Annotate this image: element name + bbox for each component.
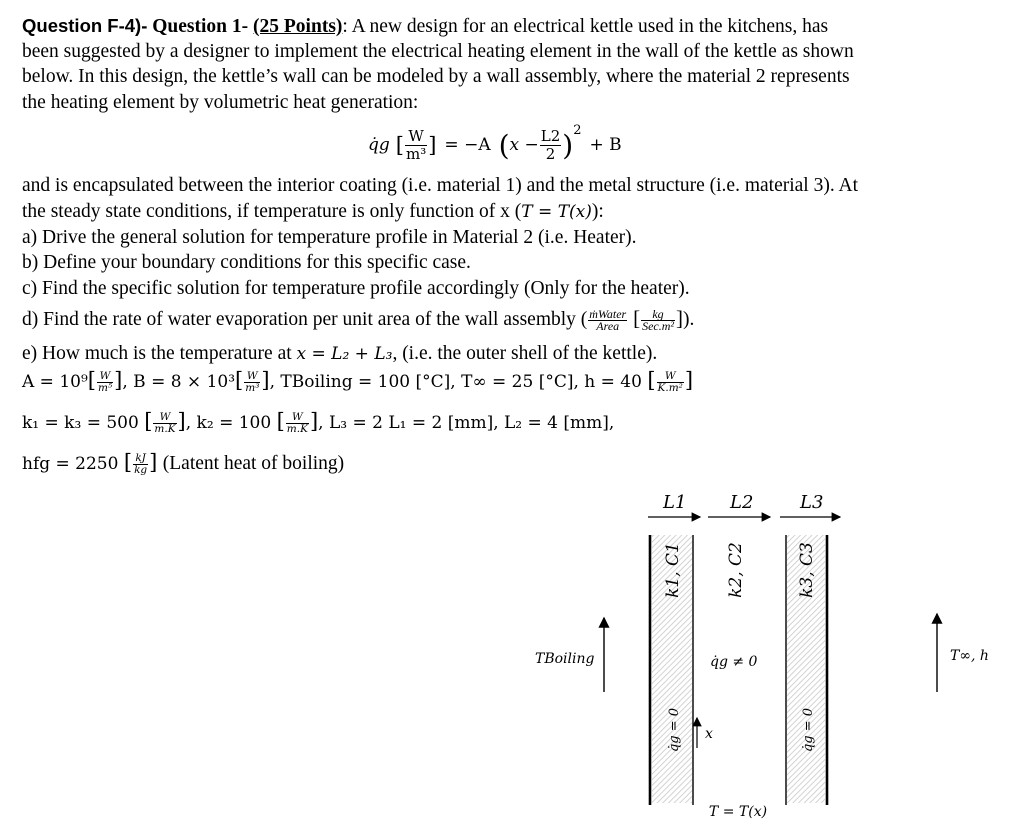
givens-line-3: hfg = 2250 [ $\frac{kJ}{kg}$ ] (Latent heat of boiling) [22, 450, 345, 476]
givens-line-2: k₁ = k₃ = 500 [ $\frac{W}{m.K}$ ], k₂ = 100 [ $\frac{W}{m.K}$ ], L₃ = 2 L₁ = 2 [mm], L₂ = 4 [mm], [22, 409, 615, 435]
k-unit: $\frac{W}{m.K}$ [154, 411, 176, 435]
eq-rhs-b: + B [589, 135, 622, 155]
part-b: b) Define your boundary conditions for this specific case. [22, 252, 471, 273]
eq-inner: x − [509, 135, 539, 155]
dim-L1-label: L1 [663, 492, 687, 513]
part-e: e) How much is the temperature at x = L₂ + L₃, (i.e. the outer shell of the kettle). [22, 343, 658, 364]
generation-zero-left: q̇g = 0 [667, 707, 682, 753]
after-line-2: the steady state conditions, if temperature is only function of x (T = T(x)): [22, 201, 604, 222]
part-d-unit: $\frac{kg}{\text{Sec.m²}}$ [642, 307, 674, 334]
intro-line-4: the heating element by volumetric heat generation: [22, 92, 419, 113]
material-2-props: k2, C2 [726, 542, 746, 598]
t-boiling-label: TBoiling [535, 651, 595, 667]
eq-rhs-a: = −A [444, 135, 491, 155]
eq-lhs: q̇g [368, 135, 390, 155]
intro-line-2: been suggested by a designer to implement the electrical heating element in the wall of the kettle as shown [22, 41, 854, 62]
dim-L3-label: L3 [800, 492, 824, 513]
intro-line-1 [22, 13, 828, 39]
material-3-props: k3, C3 [797, 542, 817, 598]
A-unit: $\frac{W}{\text{m⁵}}$ [97, 370, 113, 394]
heat-generation-equation: q̇g [ $\frac{W}{\text{m³}}$ ] = −A ( x − $\frac{L2}{2}$ ) $^2$ + B [368, 123, 622, 163]
part-a: a) Drive the general solution for temperature profile in Material 2 (i.e. Heater). [22, 227, 637, 248]
part-c: c) Find the specific solution for temperature profile accordingly (Only for the heater). [22, 278, 690, 299]
material-1-props: k1, C1 [663, 542, 683, 598]
question-header: Question F-4)- [22, 15, 148, 36]
intro-text-1: : A new design for an electrical kettle used in the kitchens, has [342, 16, 829, 37]
question-subheader: Question 1- [152, 16, 249, 37]
temperature-function-label: T = T(x) [708, 804, 768, 820]
part-d: d) Find the rate of water evaporation per unit area of the wall assembly ( $\frac{\text{ṁWater}}{\text{Area}}$ [ $\frac{kg}{\text{Sec.m²}}$ ]). [22, 306, 695, 334]
B-unit: $\frac{W}{\text{m³}}$ [245, 370, 260, 394]
generation-nonzero-label: q̇g ≠ 0 [710, 654, 758, 670]
x-axis-label: x [705, 726, 713, 742]
h-unit: $\frac{W}{\text{K.m²}}$ [657, 370, 683, 394]
generation-zero-right: q̇g = 0 [801, 707, 816, 753]
points-label: (25 Points) [253, 16, 343, 37]
eq-half-L2: $\frac{L2}{2}$ [540, 126, 561, 163]
intro-line-3: below. In this design, the kettle’s wall can be modeled by a wall assembly, where the material 2 represents [22, 66, 850, 87]
wall-diagram [0, 480, 1024, 825]
t-inf-label: T∞, h [950, 648, 989, 664]
k2-unit: $\frac{W}{m.K}$ [286, 411, 308, 435]
hfg-unit: $\frac{kJ}{kg}$ [134, 452, 148, 476]
dim-L2-label: L2 [730, 492, 754, 513]
part-d-ratio: $\frac{\text{ṁWater}}{\text{Area}}$ [589, 307, 627, 334]
givens-line-1: A = 10⁹[ $\frac{W}{\text{m⁵}}$ ], B = 8 × 10³[ $\frac{W}{\text{m³}}$ ], TBoiling = 100 [°C], T∞ = 25 [°C], h = 40 [ $\frac{W}{\text{K.m²}}$ ] [22, 368, 694, 394]
after-line-1: and is encapsulated between the interior coating (i.e. material 1) and the metal structure (i.e. material 3). At [22, 175, 859, 196]
eq-unit: $\frac{W}{\text{m³}}$ [405, 126, 427, 163]
